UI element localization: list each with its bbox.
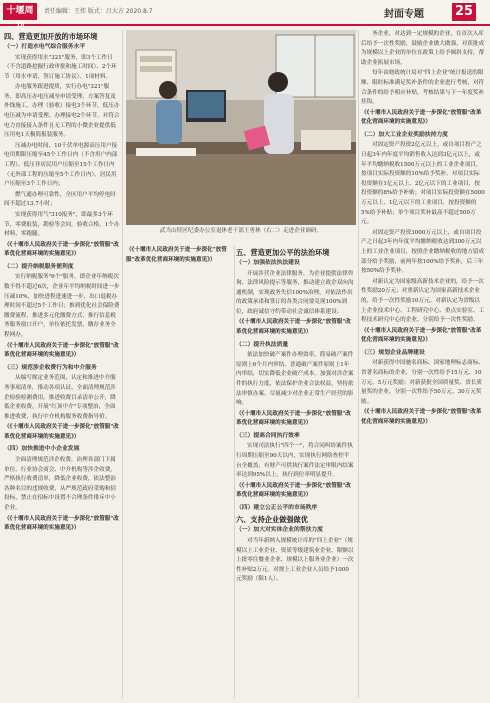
paragraph: 燃气通办理可靠性，全区用户平均停电时间不超过13.7小时； <box>4 191 116 208</box>
editor-credits: 责任编辑：王炜 版式：吕大方 2020.8.7 <box>44 8 153 15</box>
page-number: 25 <box>452 3 476 21</box>
subheading: （四）加快推进中小企业发展 <box>4 446 80 453</box>
column-divider <box>234 246 235 698</box>
paragraph: 对固定资产投资2亿元以上，或自项目投产之日起3年内年度平均销售收入达到3亿元以上，或年平均缴纳税收1500万元以上的工业企业项目，按项目实际投资额的10%给予奖补。对项目实际投资额在1亿元以上、2亿元以下的工业项目，按投资额的8%给予补贴；对项目实际投资额在5000万元以上、1亿元以下的工业项目，按投资额的5%给予补贴；单个项目奖补最高不超过500万元。 <box>361 142 485 226</box>
subheading: （二）提升执法质量 <box>236 341 289 348</box>
paragraph: 全面清理规范涉企收费，治理各部门下属单位、行业协会商会、中介机构等涉企收费，严格执行收费清单，降低企业收费，依法整治各种名目的违规收费，从严规范政府采购和招投标，禁止在招标中设置不合理条件排斥中小企业。 <box>4 456 116 511</box>
section-heading: 六、支持企业做强做优 <box>236 515 308 525</box>
paragraph: 办电服务跟进提质，实行办电"321"服务，即高压办电压减至申请受理、方案答复及外线施工，办理（验收）接电3个环节，低压办电压减为申请受理、办理接电2个环节。对符合电力直接接入条件且无工程的小微企业提供低压用电1天极简报装服务。 <box>4 84 120 139</box>
paragraph: 从编写规定业务范围，认定和推进中介服务事项清单，推动各项认证，全面清理规范涉企检验检测费用。推进收费目录清单公开，降低企业收费，开展"红顶中介"专项整治，全面推进收费，执行中介机构服务收费指导价。 <box>4 375 116 420</box>
subheading: （二）加大工业企业奖励扶持力度 <box>361 131 448 138</box>
paragraph: 对当年新纳入规模统计库的"四上企业"（规模以上工业企业、资质等级建筑业企业、限额以上批零住餐业企业、规模以上服务业企业）一次性补贴2万元。对规上工业企业人员给予1000元奖励（限1人）。 <box>236 537 354 583</box>
policy-reference: （《十堰市人民政府关于进一步深化"放管服"改革优化营商环境的实施意见》） <box>236 482 351 499</box>
paragraph: 实行纳税服务"6个"服务，即企业年纳税次数不得不超过6次，企业年平均纳税时间进一步压减10%，加快进程进速进一步，出口退税办理时间不超过5个工作日；推到优化社会保险费缴费流程，推进多元化缴费方式，推行信息税务服务窗口开户，单位依托发票，缴存业务全程网办。 <box>4 274 120 339</box>
paragraph: 依法加快破产案件办理效率，简易破产案件原则上6个月内审结，普通破产案件原则上1年内审结，切实降低企业破产成本。加强对涉企案件的执行力度，依法保护企业合法权益，坚持依法审慎办案，尽量减少对企业正常生产经营的影响。 <box>236 352 354 407</box>
paragraph: 对新认定为国家级高新技术企业的，给予一次性奖励20万元；对重新认定为国家高新技术企业的，给予一次性奖励10万元。对新认定为省级以上企业技术中心、工程研究中心、重点实验室、工程技术研究中心的企业，分别给予一次性奖励。 <box>361 278 485 324</box>
subheading: （一）打造水电气综合服务水平 <box>4 44 86 50</box>
article-column-1-continued <box>126 246 232 265</box>
policy-reference: （《十堰市人民政府关于进一步深化"放管服"改革优化营商环境的实施意见》） <box>361 327 482 344</box>
article-column-3 <box>361 30 485 698</box>
subheading: （三）提高合同执行效率 <box>236 432 300 439</box>
policy-reference: （《十堰市人民政府关于进一步深化"放管服"改革优化营商环境的实施意见》） <box>4 424 119 440</box>
article-column-1 <box>4 30 120 698</box>
paragraph: 务企业，对达到一定规模的企业，在首次入库后给予一次性奖励，鼓励企业做大做强，对获批成为规模以上企业的单位在政策上给予倾斜支持，帮助企业拓展市场。 <box>361 31 485 66</box>
photo-caption: 武当山特区纪委办公室退休老干部王勇林（右二）走进企业调研。 <box>159 228 323 234</box>
paragraph: 实现获得用水"321"服务，即3个工作日（不含道路挖掘行政审批和施工时间）、2个环节（用水申请、签订施工协议）、1项材料。 <box>4 54 117 80</box>
column-divider <box>358 30 359 698</box>
office-scene-illustration <box>126 30 356 225</box>
policy-reference: （《十堰市人民政府关于进一步深化"放管服"改革优化营商环境的实施意见》） <box>236 410 351 427</box>
news-photo <box>126 30 356 225</box>
policy-reference: （《十堰市人民政府关于进一步深化"放管服"改革优化营商环境的实施意见》） <box>361 409 482 425</box>
policy-reference: （《十堰市人民政府关于进一步深化"放管服"改革优化营商环境的实施意见》） <box>4 241 119 258</box>
article-column-2 <box>236 246 354 698</box>
paragraph: 实现获得用气"310报务"，即最多3个环节，零费报装，勘验等会同，验收合格，1个办材料，零跑腿。 <box>4 212 120 238</box>
policy-reference: （《十堰市人民政府关于进一步深化"放管服"改革优化营商环境的实施意见》） <box>236 319 351 336</box>
subheading: （一）加大对实体企业的帮扶力度 <box>236 527 323 534</box>
section-title: 封面专题 <box>384 9 424 20</box>
paragraph: 对固定资产投资3000万元以上，或自项目投产之日起3年内年度平均缴纳税收达到300万元以上的工业企业项目，按照企业缴纳税收的地方留成部分给予奖励，前两年按100%给予奖补，后三年按50%给予奖补。 <box>361 229 485 275</box>
paragraph: 每年由财政统计局对"四上企业"统计报送的限额、限时标准满足奖补条件的企业进行考核，对符合条件的给予相应补贴，考核结果与下一年度奖补挂钩。 <box>361 70 485 106</box>
section-heading: 五、营造更加公平的法治环境 <box>236 248 330 257</box>
paragraph: 对新获得中国驰名商标、国家地理标志商标、省著名商标的企业，分别一次性给予15万元、10万元、5万元奖励；对新获批全国质量奖、省长质量奖的企业，分别一次性给予50万元、30万元奖励。 <box>361 360 484 405</box>
policy-reference: （《十堰市人民政府关于进一步深化"放管服"改革优化营商环境的实施意见》） <box>4 515 119 532</box>
subheading: （三）规划企业品牌建设 <box>361 349 425 356</box>
masthead-logo: 十堰周刊 <box>3 3 37 20</box>
paragraph: 实现司法执行"四个一"，将合同纠纷案件执行周期压缩至90天以内，实现执行网络查控平台全覆盖，有财产可供执行案件法定审限内结案率达到95%以上，执行到位率明显提升。 <box>236 443 354 479</box>
policy-reference: （《十堰市人民政府关于进一步深化"放管服"改革优化营商环境的实施意见》） <box>126 247 227 263</box>
policy-reference: （《十堰市人民政府关于进一步深化"放管服"改革优化营商环境的实施意见》） <box>4 342 119 359</box>
page-header <box>0 0 490 33</box>
subheading: （三）规范涉企收费行为和中介服务 <box>4 364 97 371</box>
section-heading: 四、营造更加开放的市场环境 <box>4 32 98 41</box>
subheading: （四）建立公正公平的市场秩序 <box>236 504 318 511</box>
paragraph: 压减办电时间，10千伏单电源高压用户接电用期限压缩至45个工作日内（不含用户内部工程），低压非居民用户压缩至15个工作日内（无外部工程的压缩至5个工作日内）。居民用户压缩至3个工作日内； <box>4 142 118 188</box>
subheading: （一）加强依法执法建设 <box>236 260 300 266</box>
subheading: （二）提升纳税服务便利度 <box>4 263 74 270</box>
paragraph: 开展涉营企业法律服务，为企业提供法律咨询、法律风险提示等服务，推动建立政企双向沟通机制，实现政务失信100%治理，对依法作出的政策承诺和签订的各类合同要兑现100%到位，政府诚信守约带动社会诚信体系建设。 <box>236 270 354 315</box>
column-divider <box>122 30 123 698</box>
policy-reference: （《十堰市人民政府关于进一步深化"放管服"改革优化营商环境的实施意见》） <box>361 109 482 126</box>
